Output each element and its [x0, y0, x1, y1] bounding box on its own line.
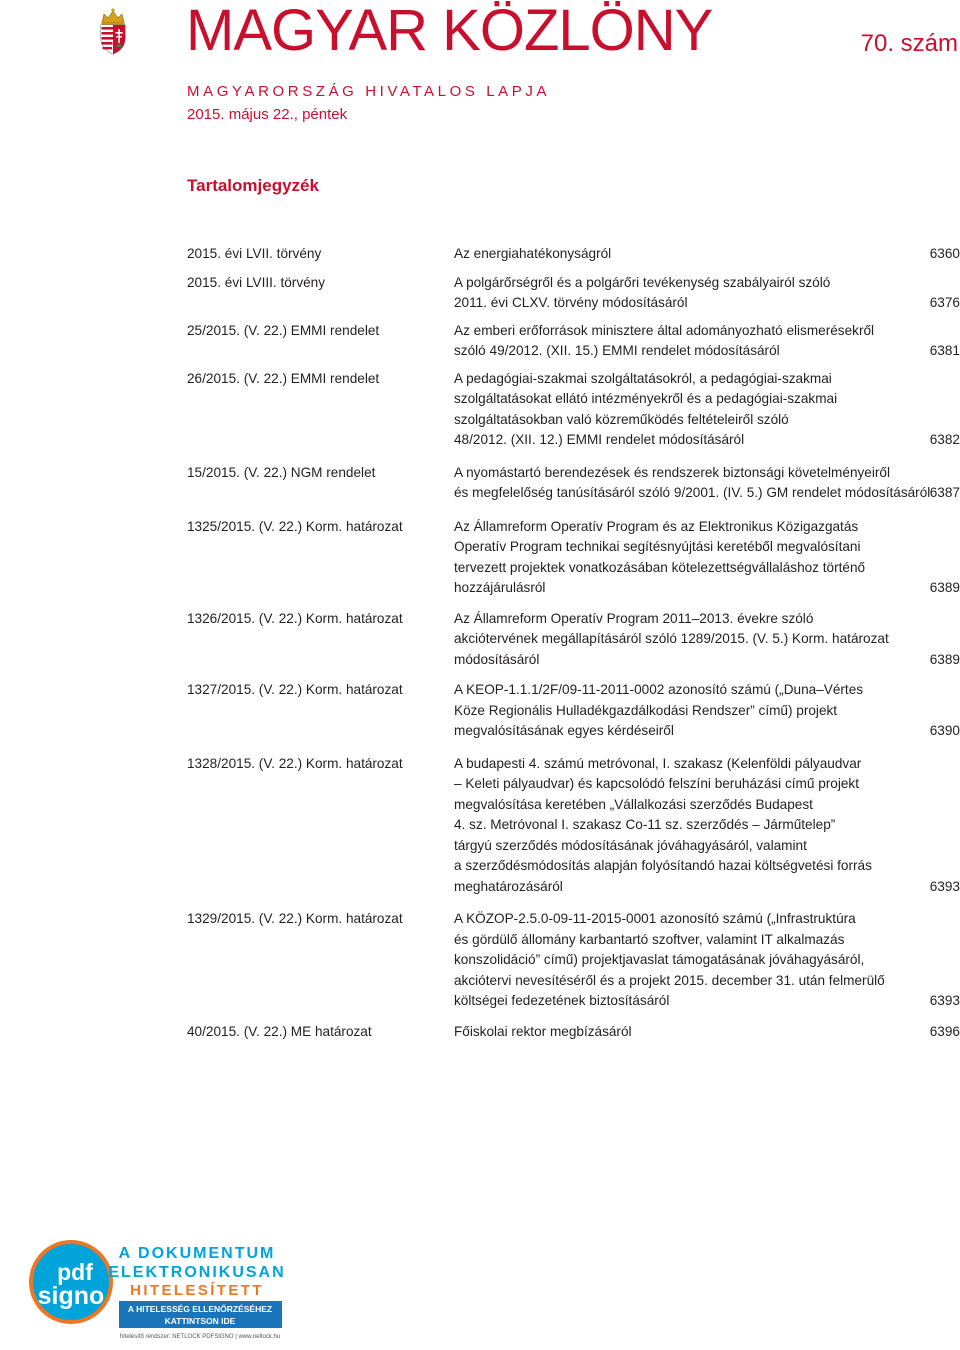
- toc-entry-reference: 26/2015. (V. 22.) EMMI rendelet: [187, 370, 380, 386]
- toc-entry-reference: 40/2015. (V. 22.) ME határozat: [187, 1023, 372, 1039]
- toc-entry[interactable]: [187, 517, 960, 599]
- toc-entry-title-line: A nyomástartó berendezések és rendszerek biztonsági követelményeiről: [454, 464, 890, 480]
- toc-entry-page-number: 6389: [929, 651, 960, 667]
- toc-entry-title-line: A KÖZOP-2.5.0-09-11-2015-0001 azonosító számú („Infrastruktúra: [454, 911, 856, 926]
- toc-entry-title: [454, 609, 889, 671]
- toc-entry-title-line: A budapesti 4. számú metróvonal, I. szakasz (Kelenföldi pályaudvar: [454, 755, 862, 771]
- toc-heading: Tartalomjegyzék: [187, 176, 319, 195]
- toc-entry-title-line: Köze Regionális Hulladékgazdálkodási Rendszer” című) projekt: [454, 702, 838, 718]
- badge-line-2: ELEKTRONIKUSAN: [108, 1264, 285, 1281]
- toc-entry-title-line: megvalósítása keretében „Vállalkozási szerződés Budapest: [454, 796, 813, 812]
- toc-entry-title-line: Főiskolai rektor megbízásáról: [454, 1023, 632, 1039]
- toc-entry-title: [454, 754, 884, 898]
- toc-entry[interactable]: [187, 680, 960, 742]
- pdfsigno-logo: [31, 1242, 111, 1322]
- toc-entry[interactable]: [187, 1022, 960, 1043]
- toc-entry-page-number: 6393: [929, 878, 960, 894]
- toc-entry-title-line: A KEOP-1.1.1/2F/09-11-2011-0002 azonosító számú („Duna–Vértes: [454, 682, 864, 697]
- toc-entry-title-line: szolgáltatásokban való közreműködés feltételeiről szóló: [454, 411, 789, 427]
- toc-entry-title: [454, 321, 884, 362]
- toc-entry-page-number: 6360: [929, 246, 960, 261]
- toc-entry-reference: 1327/2015. (V. 22.) Korm. határozat: [187, 682, 403, 697]
- toc-entry-title-line: a szerződésmódosítás alapján folyósítandó hazai költségvetési forrás: [454, 858, 872, 873]
- toc-entry-title: [454, 909, 884, 1012]
- issue-number: 70. szám: [860, 30, 958, 57]
- toc-entry-title-line: 48/2012. (XII. 12.) EMMI rendelet módosításáról: [454, 432, 745, 447]
- crown-icon: [102, 8, 125, 24]
- toc-entry-title-line: 2011. évi CLXV. törvény módosításáról: [454, 295, 688, 310]
- toc-entry-title-line: szolgáltatásokat ellátó intézményekről és a pedagógiai-szakmai: [454, 391, 838, 406]
- toc-entry-title-line: Az emberi erőforrások minisztere által adományozható elismerésekről: [454, 322, 875, 338]
- toc-entry-reference: 2015. évi LVIII. törvény: [187, 274, 326, 290]
- toc-entry-title-line: Operatív Program technikai segítésnyújtási keretéből megvalósítani: [454, 539, 861, 554]
- toc-entry-title-line: módosításáról: [454, 651, 540, 667]
- toc-entry-title-line: Az Államreform Operatív Program és az Elektronikus Közigazgatás: [454, 518, 859, 534]
- toc-entry-title-line: szóló 49/2012. (XII. 15.) EMMI rendelet módosításáról: [454, 343, 780, 358]
- toc-entry-title-line: Az Államreform Operatív Program 2011–2013. évekre szóló: [454, 610, 814, 626]
- toc-entry-title-line: tervezett projektek vonatkozásában kötelezettségvállaláshoz történő: [454, 559, 866, 575]
- toc-entry-title-line: konszolidáció” című) projektjavaslat támogatásának jóváhagyásáról,: [454, 952, 865, 967]
- toc-entry-title-line: és megfelelőség tanúsításáról szóló 9/2001. (IV. 5.) GM rendelet módosításáról: [454, 485, 931, 500]
- toc-entry-page-number: 6387: [929, 485, 960, 500]
- toc-entry-reference: 1325/2015. (V. 22.) Korm. határozat: [187, 518, 403, 534]
- toc-entry-reference: 1329/2015. (V. 22.) Korm. határozat: [187, 911, 403, 926]
- toc-entry-reference: 1328/2015. (V. 22.) Korm. határozat: [187, 755, 403, 771]
- toc-entry-title: [454, 273, 884, 314]
- toc-entry-page-number: 6390: [929, 723, 960, 738]
- toc-entry-page-number: 6382: [929, 432, 960, 447]
- badge-line-5: KATTINTSON IDE: [164, 1316, 236, 1326]
- toc-entry-title: [454, 463, 931, 504]
- toc-entry[interactable]: [187, 754, 960, 898]
- badge-line-1: A DOKUMENTUM: [118, 1245, 276, 1262]
- issue-date: 2015. május 22., péntek: [187, 106, 348, 123]
- shield-icon: [101, 25, 125, 54]
- toc-entry-title-line: költségei fedezetének biztosításáról: [454, 993, 670, 1008]
- toc-entry[interactable]: [187, 909, 960, 1012]
- logo-text-bottom: signo: [37, 1282, 105, 1310]
- toc-entry-title-line: A pedagógiai-szakmai szolgáltatásokról, a pedagógiai-szakmai: [454, 370, 832, 386]
- toc-entry[interactable]: [187, 273, 960, 314]
- toc-entry-page-number: 6376: [929, 295, 960, 310]
- toc-entry-title-line: Az energiahatékonyságról: [454, 246, 612, 261]
- toc-entry[interactable]: [187, 369, 960, 451]
- toc-entry[interactable]: [187, 463, 960, 504]
- toc-entry-title-line: megvalósításának egyes kérdéseiről: [454, 723, 674, 738]
- toc-entry-title-line: – Keleti pályaudvar) és kapcsolódó felszíni beruházási című projekt: [454, 776, 860, 791]
- toc-entry-title-line: A polgárőrségről és a polgárőri tevékenység szabályairól szóló: [454, 274, 831, 290]
- toc-list: [187, 244, 960, 1042]
- toc-entry-page-number: 6389: [929, 580, 960, 595]
- masthead-title: MAGYAR KÖZLÖNY: [186, 0, 713, 63]
- toc-entry-title-line: akciótervi nevesítéséről és a projekt 2015. december 31. után felmerülő: [454, 972, 885, 988]
- toc-entry-reference: 1326/2015. (V. 22.) Korm. határozat: [187, 610, 403, 626]
- hungarian-coat-of-arms: [98, 6, 128, 56]
- badge-footer: hitelesítő rendszer: NETLOCK PDFSIGNO | www.netlock.hu: [119, 1334, 281, 1340]
- toc-entry-title: [454, 517, 884, 599]
- toc-entry-page-number: 6381: [929, 343, 960, 358]
- badge-line-4: A HITELESSÉG ELLENŐRZÉSÉHEZ: [127, 1304, 273, 1314]
- toc-entry-title-line: hozzájárulásról: [454, 580, 546, 595]
- toc-entry-title-line: akciótervének megállapításáról szóló 1289/2015. (V. 5.) Korm. határozat: [454, 631, 889, 646]
- toc-entry[interactable]: [187, 244, 960, 265]
- toc-entry-title: [454, 1022, 884, 1043]
- masthead-subtitle: MAGYARORSZÁG HIVATALOS LAPJA: [187, 83, 551, 100]
- toc-entry-title: [454, 369, 884, 451]
- toc-entry-title-line: tárgyú szerződés módosításának jóváhagyásáról, valamint: [454, 837, 807, 853]
- toc-entry[interactable]: [187, 321, 960, 362]
- toc-entry-reference: 2015. évi LVII. törvény: [187, 246, 322, 261]
- toc-entry[interactable]: [187, 609, 960, 671]
- toc-entry-page-number: 6396: [929, 1023, 960, 1039]
- toc-entry-title: [454, 680, 884, 742]
- toc-entry-reference: 15/2015. (V. 22.) NGM rendelet: [187, 464, 376, 480]
- logo-text-top: pdf: [57, 1259, 93, 1285]
- toc-entry-reference: 25/2015. (V. 22.) EMMI rendelet: [187, 322, 380, 338]
- toc-entry-title-line: 4. sz. Metróvonal I. szakasz Co-11 sz. szerződés – Járműtelep”: [454, 817, 836, 832]
- toc-entry-title-line: és gördülő állomány karbantartó szoftver, valamint IT alkalmazás: [454, 931, 845, 947]
- pdfsigno-authentication-badge[interactable]: [27, 1228, 285, 1343]
- toc-entry-page-number: 6393: [929, 993, 960, 1008]
- toc-entry-title-line: meghatározásáról: [454, 878, 563, 894]
- toc-entry-title: [454, 244, 884, 265]
- badge-line-3: HITELESÍTETT: [130, 1282, 264, 1299]
